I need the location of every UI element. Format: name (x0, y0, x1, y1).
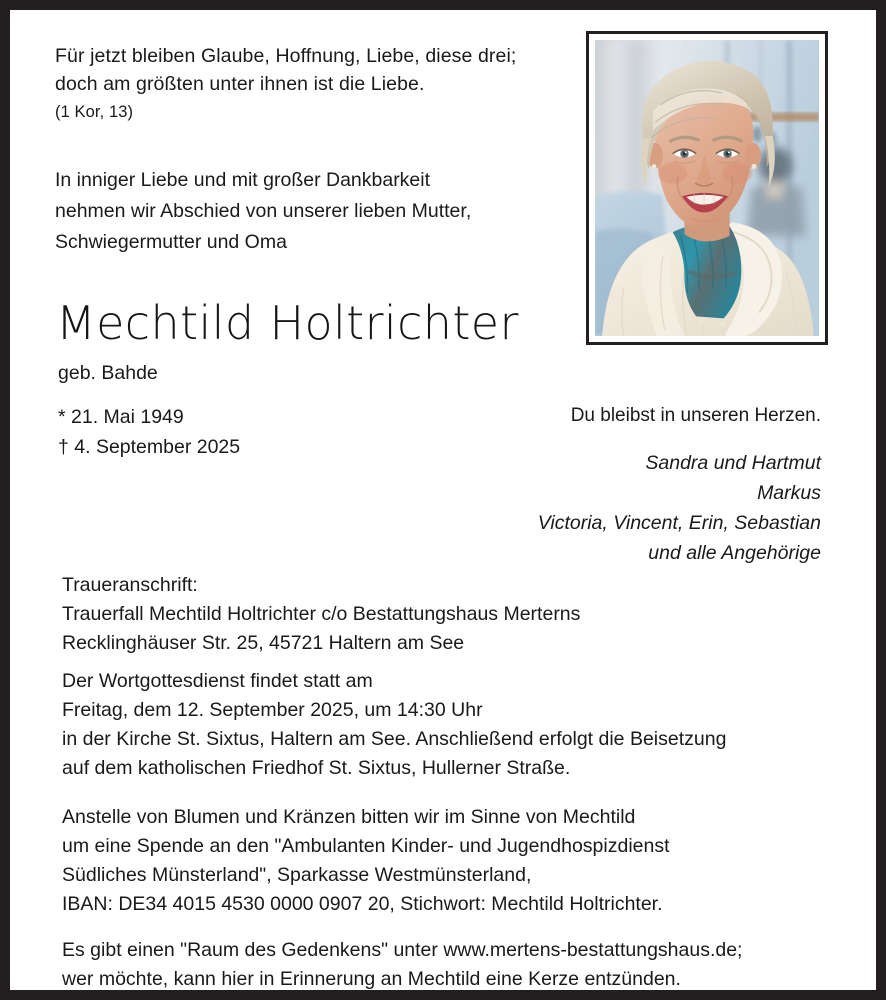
verse-reference: (1 Kor, 13) (55, 103, 134, 121)
donation-line-2: um eine Spende an den "Ambulanten Kinder- und Jugendhospizdienst (62, 835, 670, 857)
memorial-line: Du bleibst in unseren Herzen. (570, 405, 821, 426)
portrait-photo-image (595, 40, 819, 336)
intro-line-1: In inniger Liebe und mit großer Dankbarkeit (55, 169, 431, 191)
service-line-4: auf dem katholischen Friedhof St. Sixtus, Hullerner Straße. (62, 757, 571, 779)
survivors-line-2: Markus (757, 482, 821, 504)
intro-text (55, 165, 575, 258)
donation-iban-line: IBAN: DE34 4015 4530 0000 0907 20, Stichwort: Mechtild Holtrichter. (62, 893, 663, 915)
verse-line-2: doch am größten unter ihnen ist die Liebe. (55, 73, 425, 95)
birth-date: * 21. Mai 1949 (58, 406, 184, 428)
remembrance-line-2: wer möchte, kann hier in Erinnerung an Mechtild eine Kerze entzünden. (62, 968, 681, 990)
address-line-1: Trauerfall Mechtild Holtrichter c/o Bestattungshaus Merterns (62, 603, 581, 625)
donation-line-1: Anstelle von Blumen und Kränzen bitten wir im Sinne von Mechtild (62, 806, 636, 828)
address-line-2: Recklinghäuser Str. 25, 45721 Haltern am See (62, 632, 465, 654)
service-details (62, 667, 852, 783)
survivors-list (401, 448, 821, 568)
address-label: Traueranschrift: (62, 574, 198, 596)
donation-line-3: Südliches Münsterland", Sparkasse Westmünsterland, (62, 864, 532, 886)
deceased-name: Mechtild Holtrichter (56, 296, 519, 350)
service-line-3: in der Kirche St. Sixtus, Haltern am See. Anschließend erfolgt die Beisetzung (62, 728, 727, 750)
remembrance-note (62, 936, 852, 994)
service-line-2: Freitag, dem 12. September 2025, um 14:30 Uhr (62, 699, 483, 721)
notice-inner (10, 10, 876, 990)
survivors-line-3: Victoria, Vincent, Erin, Sebastian (537, 512, 821, 534)
intro-line-3: Schwiegermutter und Oma (55, 231, 287, 253)
intro-line-2: nehmen wir Abschied von unserer lieben Mutter, (55, 200, 472, 222)
donation-request (62, 803, 852, 919)
life-dates (58, 402, 240, 462)
verse-line-1: Für jetzt bleiben Glaube, Hoffnung, Liebe, diese drei; (55, 45, 517, 67)
survivors-line-1: Sandra und Hartmut (645, 452, 821, 474)
remembrance-line-1: Es gibt einen "Raum des Gedenkens" unter www.mertens-bestattungshaus.de; (62, 939, 743, 961)
portrait-photo (595, 40, 819, 336)
deceased-born-name: geb. Bahde (58, 362, 158, 384)
bible-verse (55, 42, 575, 125)
death-date: † 4. September 2025 (58, 436, 241, 458)
service-line-1: Der Wortgottesdienst findet statt am (62, 670, 373, 692)
mourning-address (62, 571, 802, 658)
survivors-line-4: und alle Angehörige (648, 542, 821, 564)
portrait-photo-frame (586, 31, 828, 345)
